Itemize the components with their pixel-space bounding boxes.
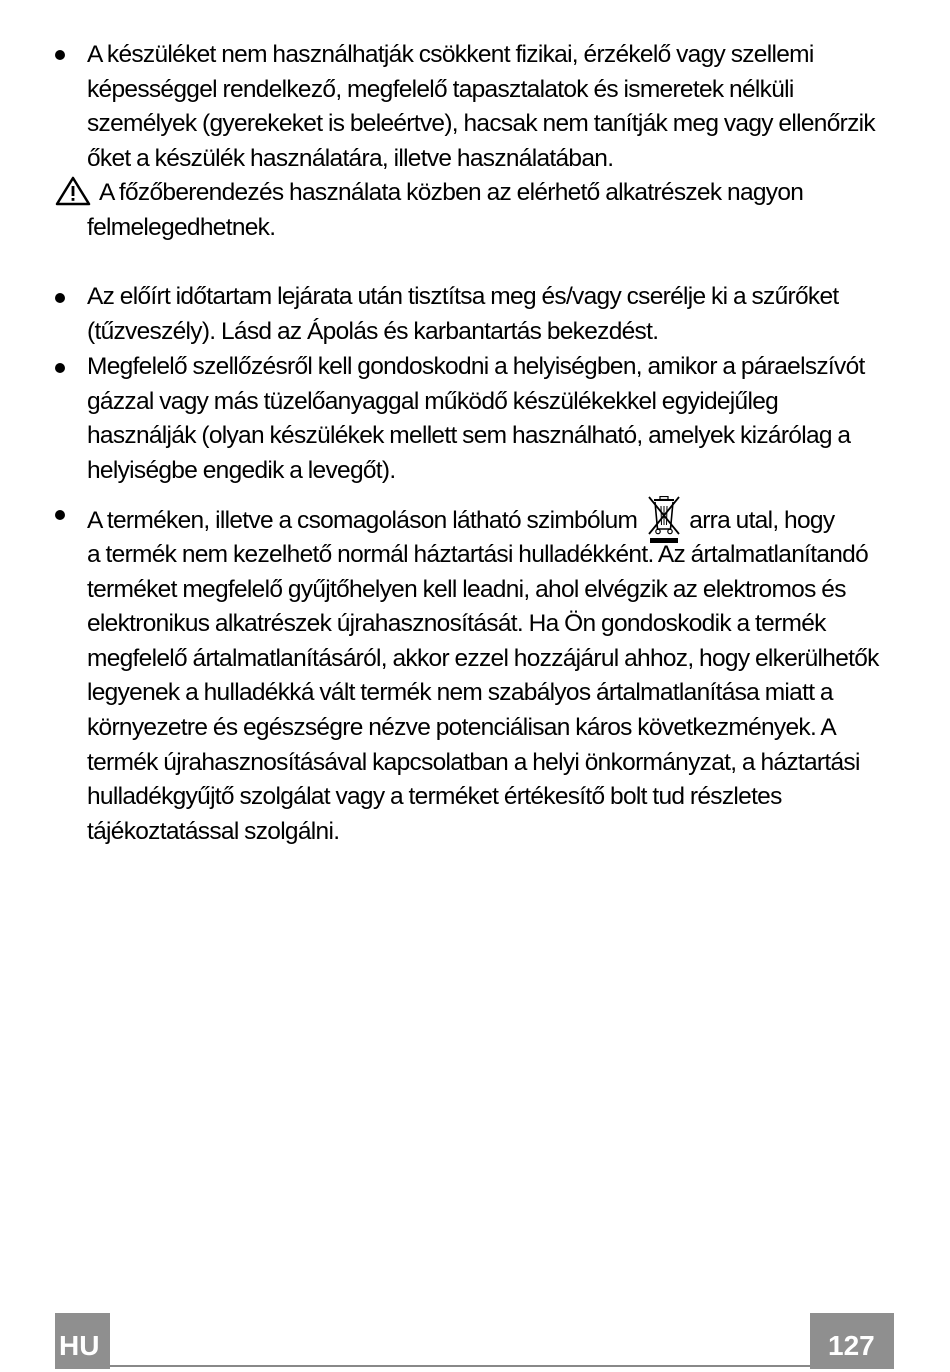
paragraph-ventilation: Megfelelő szellőzésről kell gondoskodni a helyiségben, amikor a páraelszívót gázzal vagy más tüzelőanyaggal működő készülékekkel egyidejűleg használják (olyan készülékek mellett sem használható, amelyek kizárólag a helyiségbe engedik a levegőt).: [87, 353, 865, 484]
bullet-3: [55, 363, 65, 373]
bullet-4: [55, 510, 65, 520]
bullet-1: [55, 50, 65, 60]
weee-text-after: arra utal, hogy: [689, 507, 835, 534]
footer-divider: [110, 1365, 810, 1367]
bullet-2: [55, 293, 65, 303]
warning-text-line1: A főzőberendezés használata közben az elérhető alkatrészek nagyon: [99, 179, 804, 206]
paragraph-disabled-persons: A készüléket nem használhatják csökkent fizikai, érzékelő vagy szellemi képességgel rendelkező, megfelelő tapasztalatok és ismeretek nélküli személyek (gyerekeket is beleértve), hacsak nem tanítják meg vagy ellenőrzik őket a készülék használatára, illetve használatában.: [87, 41, 875, 172]
page-number: 127: [810, 1313, 894, 1369]
weee-text-before: A terméken, illetve a csomagoláson látható szimbólum: [87, 507, 638, 534]
paragraph-weee-first-line: [87, 496, 897, 544]
warning-note: [55, 176, 875, 211]
paragraph-filters: Az előírt időtartam lejárata után tisztítsa meg és/vagy cserélje ki a szűrőket (tűzveszély). Lásd az Ápolás és karbantartás bekezdést.: [87, 283, 839, 345]
warning-text-line2: felmelegedhetnek.: [87, 214, 276, 241]
language-badge: HU: [55, 1313, 110, 1369]
warning-triangle-icon: [55, 176, 91, 206]
paragraph-weee-body: a termék nem kezelhető normál háztartási hulladékként. Az ártalmatlanítandó terméket megfelelő gyűjtőhelyen kell leadni, ahol elvégzik az elektromos és elektronikus alkatrészek újrahasznosítását. Ha Ön gondoskodik a termék megfelelő ártalmatlanításáról, akkor ezzel hozzájárul ahhoz, hogy elkerülhetők legyenek a hulladékká vált termék nem szabályos ártalmatlanítása miatt a környezetre és egészségre nézve potenciálisan káros következmények. A termék újrahasznosításával kapcsolatban a helyi önkormányzat, a háztartási hulladékgyűjtő szolgálat vagy a terméket értékesítő bolt tud részletes tájékoztatással szolgálni.: [87, 541, 879, 845]
crossed-out-wheeled-bin-icon: [645, 496, 683, 544]
